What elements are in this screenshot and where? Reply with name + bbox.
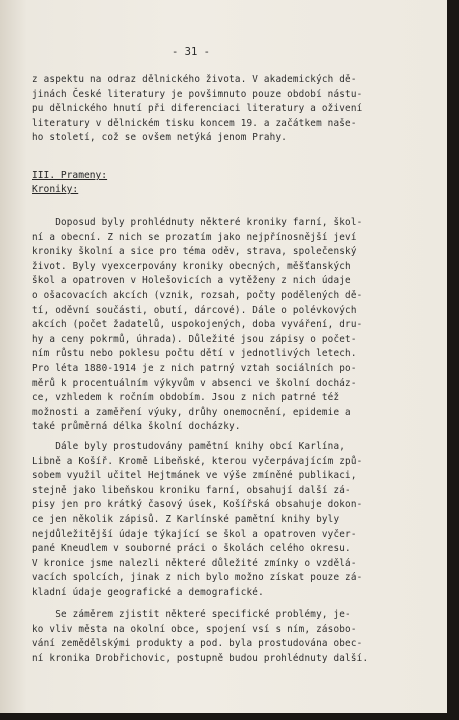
text-line: Doposud byly prohlédnuty některé kroniky farní, škol- [32,217,363,228]
text-line: Dále byly prostudovány pamětní knihy obcí Karlína, [32,441,346,452]
section-heading: III. Prameny: [32,170,108,181]
text-line: Se záměrem zjistit některé specifické problémy, je- [32,609,351,620]
paragraph-school-chronicles [32,216,382,435]
text-line: ho století, což se ovšem netýká jenom Prahy. [32,132,288,144]
text-line: škol a opatroven v Holešovicích a vytěženy z nich údaje [32,275,351,287]
text-line: kroniky školní a sice pro téma oděv, strava, společenský [32,246,357,258]
text-line: nejdůležitější údaje týkající se škol a opatroven vyčer- [32,528,357,540]
text-line: měrů k procentuálním výkyvům v absenci ve školní docház- [32,377,357,389]
text-line: ce jen několik zápisů. Z Karlínské pamětní knihy byly [32,513,340,525]
text-line: literatury v dělnickém tisku koncem 19. a začátkem naše- [32,117,357,129]
text-line: jinách České literatury je povšimnuto pouze období nástu- [32,88,363,100]
paragraph-memorial-books [32,440,382,601]
paragraph-specific-problems [32,608,382,666]
text-line: V kronice jsme nalezli některé důležité zmínky o vzdělá- [32,557,357,569]
text-line: sobem využil učitel Hejtmánek ve výše zmíněné publikaci, [32,470,357,482]
paragraph-intro [32,73,382,146]
text-line: vacích spolcích, jinak z nich bylo možno získat pouze zá- [32,572,363,584]
text-line: ce, vzhledem k ročním obdobím. Jsou z nich patrné též [32,392,340,404]
subsection-heading: Kroniky: [32,184,79,195]
text-line: ním růstu nebo poklesu počtu dětí v jednotlivých letech. [32,348,357,360]
text-line: ní a obecní. Z nich se prozatím jako nejpřínosnější jeví [32,231,357,243]
text-line: Pro léta 1880-1914 je z nich patrný vztah sociálních po- [32,362,357,374]
text-line: ní kronika Drobřichovic, postupně budou prohlédnuty další. [32,652,369,664]
page-number: - 31 - [172,46,210,58]
text-line: pisy jen pro krátký časový úsek, Košířská obsahuje dokon- [32,499,363,511]
text-line: stejně jako libeňskou kroniku farní, obsahují další zá- [32,484,351,496]
text-line: pu dělnického hnutí při diferenciaci literatury a oživení [32,103,363,115]
text-line: vání zemědělskými produkty a pod. byla prostudována obec- [32,638,363,650]
text-line: hy a ceny pokrmů, úhrada). Důležité jsou zápisy o počet- [32,333,357,345]
text-line: pané Kneudlem v souborné práci o školách celého okresu. [32,543,351,555]
text-line: tí, oděvní součásti, obutí, dárcové). Dále o polévkových [32,304,357,316]
text-line: ko vliv města na okolní obce, spojení vsí s ním, zásobo- [32,623,357,635]
text-line: život. Byly vyexcerpovány kroniky obecných, měšťanských [32,260,351,272]
text-line: z aspektu na odraz dělnického života. V akademických dě- [32,74,357,85]
text-line: akcích (počet žadatelů, uspokojených, doba vyváření, dru- [32,319,363,331]
text-line: možnosti a zaměření výuky, drůhy onemocnění, epidemie a [32,406,351,418]
text-line: o ošacovacích akcích (vznik, rozsah, počty podělených dě- [32,289,363,301]
text-line: také průměrná délka školní docházky. [32,421,241,433]
text-line: kladní údaje geografické a demografické. [32,586,264,598]
text-line: Libně a Košíř. Kromě Libeňské, kterou vyčerpávajícím způ- [32,455,363,467]
